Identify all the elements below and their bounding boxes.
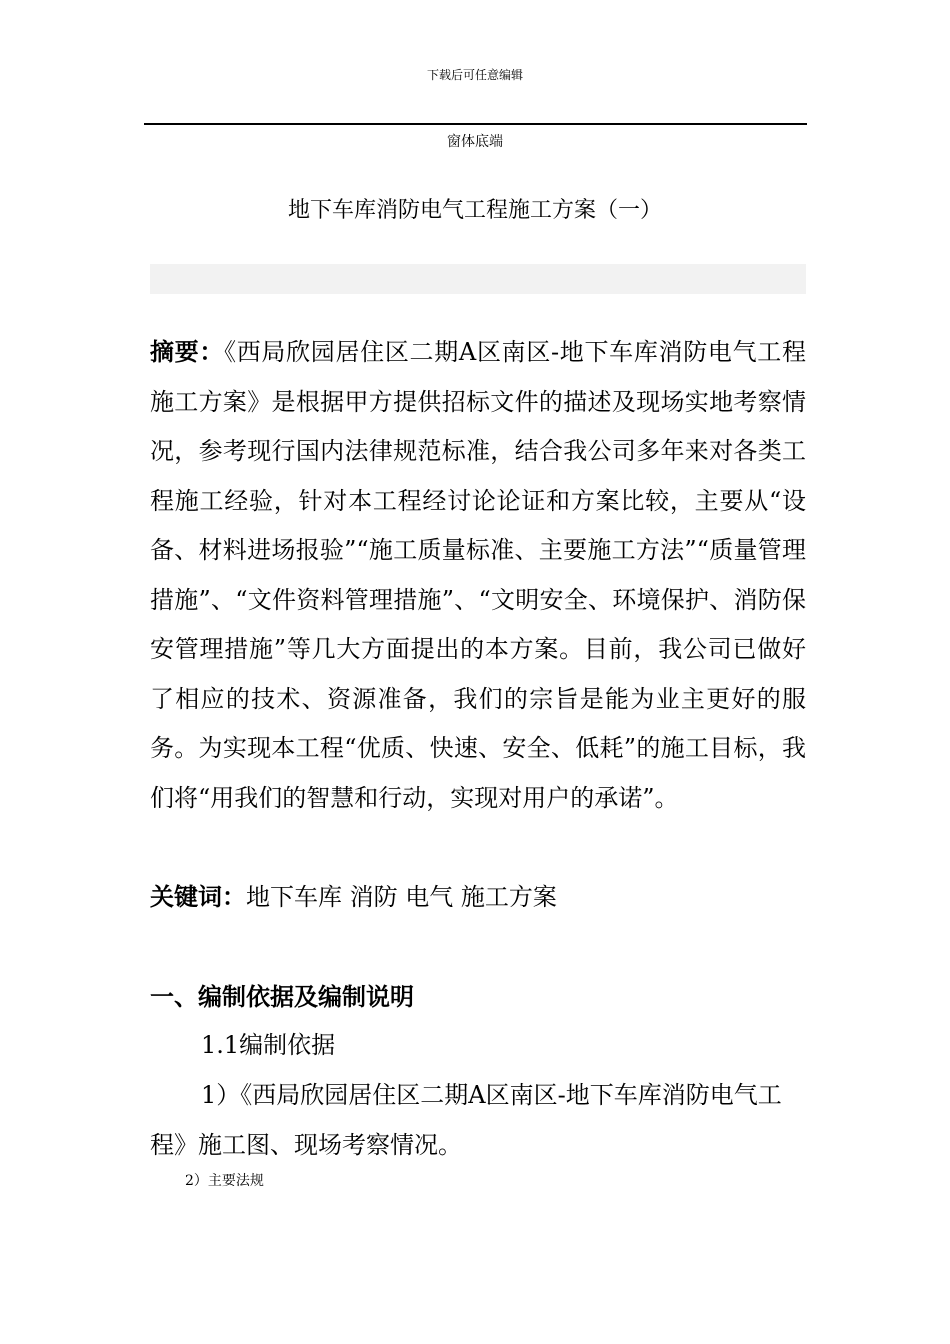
keywords-line bbox=[150, 872, 806, 923]
header-divider bbox=[144, 123, 807, 125]
keywords-label: 关键词： bbox=[150, 882, 246, 911]
download-note: 下载后可任意编辑 bbox=[426, 68, 523, 82]
keywords-text: 地下车库 消防 电气 施工方案 bbox=[246, 883, 557, 911]
subsection-heading: 1.1编制依据 bbox=[201, 1031, 336, 1059]
abstract-text: 《西局欣园居住区二期A区南区-地下车库消防电气工程施工方案》是根据甲方提供招标文件的描述及现场实地考察情况，参考现行国内法律规范标准，结合我公司多年来对各类工程施工经验，针对本工程经讨论论证和方案比较，主要从“设备、材料进场报验”“施工质量标准、主要施工方法”“质量管理措施”、“文件资料管理措施”、“文明安全、环境保护、消防保安管理措施”等几大方面提出的本方案。目前，我公司已做好了相应的技术、资源准备，我们的宗旨是能为业主更好的服务。为实现本工程“优质、快速、安全、低耗”的施工目标，我们将“用我们的智慧和行动，实现对用户的承诺”。 bbox=[150, 338, 806, 812]
basis-item-1: 1）《西局欣园居住区二期A区南区-地下车库消防电气工程》施工图、现场考察情况。 bbox=[150, 1081, 782, 1159]
form-field-bar bbox=[150, 264, 806, 294]
abstract-paragraph bbox=[150, 327, 806, 823]
document-title: 地下车库消防电气工程施工方案（一） bbox=[287, 198, 662, 223]
form-bottom-label: 窗体底端 bbox=[447, 134, 503, 150]
section-heading: 一、编制依据及编制说明 bbox=[150, 982, 414, 1011]
basis-item-2: 2）主要法规 bbox=[185, 1173, 264, 1189]
abstract-label: 摘要： bbox=[150, 337, 225, 366]
